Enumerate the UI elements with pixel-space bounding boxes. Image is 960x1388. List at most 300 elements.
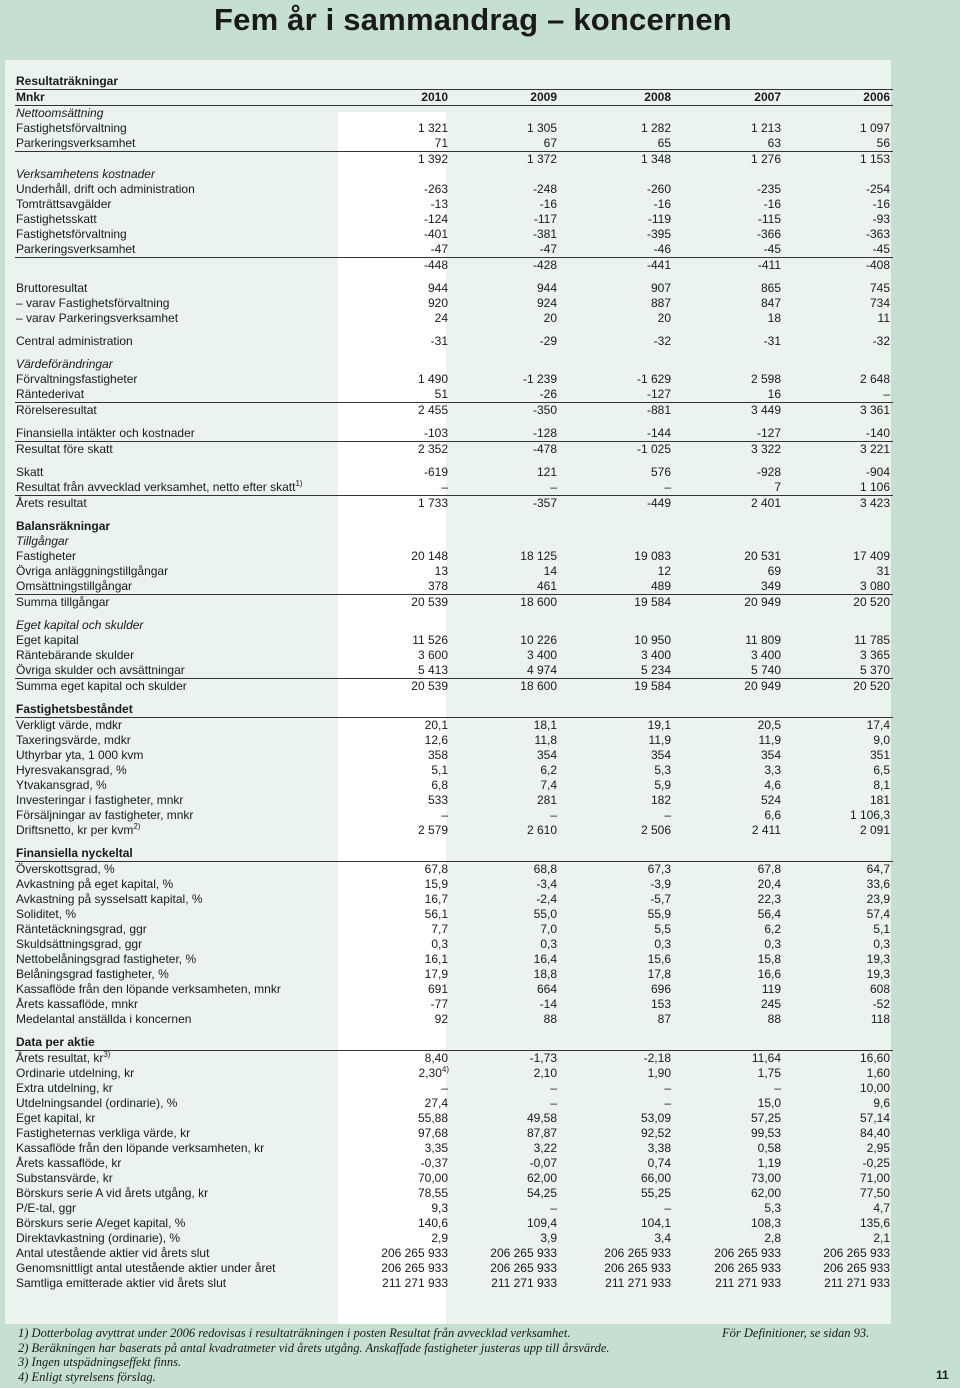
value-cell-2006 [784, 702, 893, 718]
value-text: 7,4 [540, 778, 557, 792]
summary-table-body [15, 74, 893, 1291]
value-text: -26 [539, 387, 557, 401]
value-cell-2009 [451, 952, 560, 967]
value-text: 608 [869, 982, 890, 996]
row-label [15, 1246, 355, 1261]
value-cell-2006 [784, 595, 893, 611]
row-label-text: – varav Parkeringsverksamhet [16, 311, 179, 325]
value-cell-2008 [560, 549, 674, 564]
table-row [15, 403, 893, 419]
value-cell-2009 [451, 227, 560, 242]
value-cell-2007 [674, 1246, 784, 1261]
value-cell-2010 [355, 663, 451, 679]
table-row [15, 212, 893, 227]
value-cell-2008 [560, 793, 674, 808]
row-label-text: Fastigheternas verkliga värde, kr [16, 1126, 191, 1140]
value-cell-2006 [784, 281, 893, 296]
value-cell-2007 [674, 442, 784, 458]
value-text: 211 271 933 [382, 1276, 448, 1290]
value-cell-2007 [674, 862, 784, 878]
value-text: 7,0 [540, 922, 557, 936]
value-cell-2008 [560, 718, 674, 734]
row-label-text: Årets kassaflöde, kr [16, 1156, 122, 1170]
value-cell-2007 [674, 1156, 784, 1171]
row-label-text: Övriga skulder och avsättningar [16, 663, 185, 677]
row-label [15, 311, 355, 326]
value-cell-2010 [355, 519, 451, 534]
value-text: – [550, 480, 557, 494]
value-text: 55,0 [533, 907, 557, 921]
value-cell-2009 [451, 1261, 560, 1276]
value-text: 15,9 [424, 877, 448, 891]
value-text: 12,6 [424, 733, 448, 747]
footnote-ref: 2) [133, 823, 141, 831]
value-text: 3 080 [859, 579, 890, 593]
value-cell-2009 [451, 862, 560, 878]
row-label [15, 357, 355, 372]
value-cell-2006 [784, 1111, 893, 1126]
value-text: 14 [543, 564, 557, 578]
value-cell-2008 [560, 982, 674, 997]
value-cell-2008 [560, 1261, 674, 1276]
value-cell-2008 [560, 212, 674, 227]
table-row [15, 349, 893, 357]
value-cell-2010 [355, 1012, 451, 1027]
value-text: 71,00 [859, 1171, 890, 1185]
value-text: 20 [543, 311, 557, 325]
value-text: -117 [533, 212, 557, 226]
table-row [15, 465, 893, 480]
value-text: 69 [767, 564, 781, 578]
value-cell-2010 [355, 1186, 451, 1201]
value-text: 20,5 [757, 718, 781, 732]
value-cell-2007 [674, 549, 784, 564]
value-cell-2010 [355, 793, 451, 808]
value-cell-2010 [355, 1035, 451, 1051]
value-text: 1 213 [750, 121, 781, 135]
value-cell-2008 [560, 311, 674, 326]
row-label [15, 534, 355, 549]
value-cell-2009 [451, 357, 560, 372]
row-label-text: Eget kapital och skulder [16, 618, 144, 632]
value-text: -3,4 [536, 877, 557, 891]
value-text: 354 [536, 748, 557, 762]
value-text: 182 [650, 793, 671, 807]
value-cell-2007 [674, 152, 784, 168]
table-row [15, 1096, 893, 1111]
value-text: 2 411 [751, 823, 781, 837]
row-label [15, 1261, 355, 1276]
value-cell-2008 [560, 663, 674, 679]
value-cell-2008 [560, 258, 674, 274]
value-cell-2009 [451, 372, 560, 387]
value-cell-2009 [451, 1156, 560, 1171]
value-text: -1 025 [636, 442, 671, 456]
value-text: 121 [536, 465, 557, 479]
value-text: -31 [430, 334, 448, 348]
value-cell-2009 [451, 679, 560, 695]
value-cell-2010 [355, 937, 451, 952]
spacer [15, 349, 893, 357]
value-text: 20 539 [411, 679, 448, 693]
value-cell-2010 [355, 1171, 451, 1186]
value-cell-2010 [355, 718, 451, 734]
value-cell-2008 [560, 1201, 674, 1216]
value-text: 2,9 [431, 1231, 448, 1245]
row-label-text: Tomträttsavgälder [16, 197, 112, 211]
value-text: -449 [646, 496, 671, 510]
value-text: 2 091 [859, 823, 890, 837]
value-cell-2008 [560, 465, 674, 480]
row-label [15, 296, 355, 311]
value-cell-2009 [451, 982, 560, 997]
value-text: -411 [757, 258, 781, 272]
value-cell-2007 [674, 357, 784, 372]
value-cell-2008 [560, 1216, 674, 1231]
row-label-text: Fastighetsskatt [16, 212, 97, 226]
value-cell-2008 [560, 733, 674, 748]
table-row [15, 534, 893, 549]
value-cell-2006 [784, 90, 893, 106]
value-cell-2007 [674, 106, 784, 122]
value-text: 11 [877, 311, 890, 325]
value-text: 3 221 [859, 442, 890, 456]
value-cell-2008 [560, 197, 674, 212]
value-cell-2008 [560, 1051, 674, 1067]
value-cell-2010 [355, 90, 451, 106]
row-label-text: Direktavkastning (ordinarie), % [16, 1231, 181, 1245]
value-text: 5 413 [417, 663, 448, 677]
value-cell-2007 [674, 197, 784, 212]
value-cell-2007 [674, 534, 784, 549]
value-cell-2009 [451, 1012, 560, 1027]
value-text: 19,1 [647, 718, 671, 732]
value-text: 49,58 [526, 1111, 557, 1125]
value-text: 19,3 [866, 967, 890, 981]
value-cell-2007 [674, 1186, 784, 1201]
value-cell-2009 [451, 442, 560, 458]
value-cell-2006 [784, 1012, 893, 1027]
table-row [15, 480, 893, 496]
value-cell-2010 [355, 967, 451, 982]
value-cell-2007 [674, 1066, 784, 1081]
value-cell-2006 [784, 74, 893, 90]
value-cell-2006 [784, 152, 893, 168]
value-cell-2006 [784, 679, 893, 695]
value-cell-2009 [451, 702, 560, 718]
value-text: -45 [872, 242, 890, 256]
value-cell-2007 [674, 1171, 784, 1186]
value-cell-2007 [674, 663, 784, 679]
value-cell-2008 [560, 106, 674, 122]
row-label [15, 496, 355, 512]
value-cell-2006 [784, 242, 893, 258]
value-text: -32 [872, 334, 890, 348]
table-row [15, 793, 893, 808]
value-text: -3,9 [650, 877, 671, 891]
value-cell-2006 [784, 1066, 893, 1081]
value-cell-2007 [674, 952, 784, 967]
value-text: 4,6 [764, 778, 781, 792]
value-cell-2006 [784, 357, 893, 372]
value-text: -127 [646, 387, 671, 401]
value-cell-2007 [674, 1012, 784, 1027]
value-cell-2010 [355, 595, 451, 611]
value-cell-2008 [560, 1246, 674, 1261]
row-label [15, 212, 355, 227]
value-text: 206 265 933 [823, 1261, 890, 1275]
value-cell-2010 [355, 823, 451, 838]
value-cell-2007 [674, 121, 784, 136]
value-cell-2007 [674, 74, 784, 90]
value-text: 18 125 [520, 549, 557, 563]
value-text: 2,95 [866, 1141, 890, 1155]
value-text: 5 370 [859, 663, 890, 677]
value-text: 20 539 [411, 595, 448, 609]
value-cell-2006 [784, 808, 893, 823]
value-cell-2009 [451, 1081, 560, 1096]
value-text: -395 [646, 227, 671, 241]
value-cell-2006 [784, 618, 893, 633]
value-text: 206 265 933 [604, 1246, 671, 1260]
value-text: 3 400 [640, 648, 671, 662]
value-cell-2006 [784, 1081, 893, 1096]
value-cell-2007 [674, 748, 784, 763]
value-text: 16 [767, 387, 781, 401]
value-cell-2008 [560, 387, 674, 403]
value-cell-2010 [355, 618, 451, 633]
value-text: 0,3 [540, 937, 557, 951]
value-text: 847 [760, 296, 781, 310]
value-text: 1 153 [859, 152, 890, 166]
value-cell-2007 [674, 403, 784, 419]
footnote-2: 2) Beräkningen har baserats på antal kvadratmeter vid årets utgång. Anskaffade fastigheter justeras upp till årsvärde. [18, 1340, 610, 1355]
value-text: – [664, 1081, 671, 1095]
value-text: 5,5 [654, 922, 671, 936]
row-label-text: Börskurs serie A vid årets utgång, kr [16, 1186, 209, 1200]
value-text: 2 598 [750, 372, 781, 386]
value-cell-2010 [355, 877, 451, 892]
value-cell-2007 [674, 922, 784, 937]
value-cell-2008 [560, 372, 674, 387]
value-text: 2006 [863, 90, 890, 104]
value-text: 88 [767, 1012, 781, 1026]
table-row [15, 1276, 893, 1291]
row-label-text: Fastigheter [16, 549, 77, 563]
value-text: 2 455 [417, 403, 448, 417]
table-row [15, 618, 893, 633]
table-row [15, 877, 893, 892]
value-text: 5,1 [873, 922, 890, 936]
table-row [15, 748, 893, 763]
value-cell-2007 [674, 718, 784, 734]
value-text: -408 [865, 258, 890, 272]
value-text: 1 305 [526, 121, 557, 135]
row-label-text: Ordinarie utdelning, kr [16, 1066, 135, 1080]
table-row [15, 372, 893, 387]
value-cell-2010 [355, 633, 451, 648]
value-text: – [550, 808, 557, 822]
value-text: 9,3 [431, 1201, 448, 1215]
value-text: 99,53 [750, 1126, 781, 1140]
row-label-text: Kassaflöde från den löpande verksamheten, kr [16, 1141, 265, 1155]
value-text: 19 083 [634, 549, 671, 563]
value-cell-2009 [451, 823, 560, 838]
value-cell-2007 [674, 846, 784, 862]
row-label [15, 1231, 355, 1246]
value-text: 23,9 [866, 892, 890, 906]
value-text: 5 740 [750, 663, 781, 677]
spacer [15, 457, 893, 465]
row-label-text: Skatt [16, 465, 44, 479]
value-cell-2009 [451, 549, 560, 564]
value-text: 3,9 [540, 1231, 557, 1245]
row-label [15, 982, 355, 997]
value-cell-2007 [674, 334, 784, 349]
value-cell-2007 [674, 763, 784, 778]
value-cell-2006 [784, 1261, 893, 1276]
value-cell-2008 [560, 877, 674, 892]
row-label [15, 1171, 355, 1186]
value-text: 211 271 933 [824, 1276, 890, 1290]
value-cell-2009 [451, 937, 560, 952]
table-row [15, 90, 893, 106]
row-label-text: Förvaltningsfastigheter [16, 372, 138, 386]
table-row [15, 1027, 893, 1035]
value-text: 1 372 [526, 152, 557, 166]
table-row [15, 694, 893, 702]
value-cell-2008 [560, 907, 674, 922]
value-text: -93 [872, 212, 890, 226]
value-cell-2009 [451, 907, 560, 922]
value-cell-2009 [451, 1231, 560, 1246]
value-cell-2010 [355, 167, 451, 182]
value-text: 7 [774, 480, 781, 494]
row-label [15, 1096, 355, 1111]
value-cell-2010 [355, 152, 451, 168]
value-cell-2010 [355, 334, 451, 349]
value-cell-2009 [451, 496, 560, 512]
row-label [15, 663, 355, 679]
table-row [15, 1201, 893, 1216]
value-cell-2009 [451, 579, 560, 595]
value-text: 104,1 [640, 1216, 671, 1230]
row-label [15, 892, 355, 907]
value-text: 1 282 [640, 121, 671, 135]
value-cell-2009 [451, 534, 560, 549]
value-text: 3,4 [654, 1231, 671, 1245]
table-row [15, 281, 893, 296]
value-cell-2006 [784, 763, 893, 778]
value-text: 18 600 [520, 595, 557, 609]
value-text: 92 [434, 1012, 448, 1026]
row-label [15, 937, 355, 952]
footnotes [18, 1326, 610, 1384]
value-text: 1 106 [859, 480, 890, 494]
value-text: -47 [539, 242, 557, 256]
value-cell-2010 [355, 1096, 451, 1111]
value-cell-2006 [784, 1186, 893, 1201]
value-cell-2010 [355, 733, 451, 748]
row-label-text: Underhåll, drift och administration [16, 182, 195, 196]
value-cell-2008 [560, 281, 674, 296]
value-text: 1,75 [757, 1066, 781, 1080]
table-row [15, 1012, 893, 1027]
value-cell-2007 [674, 311, 784, 326]
value-text: 78,55 [417, 1186, 448, 1200]
value-text: -16 [763, 197, 781, 211]
value-text: 10,00 [859, 1081, 890, 1095]
value-text: 67,8 [757, 862, 781, 876]
table-row [15, 334, 893, 349]
row-label [15, 152, 355, 168]
value-cell-2010 [355, 952, 451, 967]
row-label [15, 922, 355, 937]
table-row [15, 1141, 893, 1156]
value-text: 734 [869, 296, 890, 310]
table-row [15, 778, 893, 793]
row-label-text: Taxeringsvärde, mdkr [16, 733, 131, 747]
value-cell-2008 [560, 1096, 674, 1111]
spacer [15, 326, 893, 334]
value-text: 691 [427, 982, 448, 996]
value-text: -0,37 [420, 1156, 448, 1170]
value-text: 11 809 [745, 633, 781, 647]
spacer [15, 610, 893, 618]
value-cell-2006 [784, 549, 893, 564]
value-cell-2008 [560, 227, 674, 242]
value-cell-2008 [560, 1276, 674, 1291]
value-text: -881 [646, 403, 671, 417]
table-row [15, 1246, 893, 1261]
value-text: 354 [650, 748, 671, 762]
row-label [15, 1111, 355, 1126]
value-text: – [441, 1081, 448, 1095]
value-cell-2010 [355, 227, 451, 242]
value-cell-2007 [674, 426, 784, 442]
value-text: -428 [532, 258, 557, 272]
value-text: 57,25 [750, 1111, 781, 1125]
value-text: -381 [532, 227, 557, 241]
row-label [15, 242, 355, 258]
value-text: 354 [760, 748, 781, 762]
value-cell-2008 [560, 862, 674, 878]
value-text: -448 [423, 258, 448, 272]
table-row [15, 1171, 893, 1186]
value-text: 11,8 [534, 733, 557, 747]
value-text: 3 449 [750, 403, 781, 417]
value-text: 55,88 [417, 1111, 448, 1125]
footnote-1: 1) Dotterbolag avyttrat under 2006 redovisas i resultaträkningen i posten Resultat från avvecklad verksamhet. [18, 1326, 571, 1340]
row-label-text: Driftsnetto, kr per kvm [16, 823, 134, 837]
value-cell-2010 [355, 197, 451, 212]
value-cell-2006 [784, 212, 893, 227]
value-text: 1 733 [417, 496, 448, 510]
value-cell-2009 [451, 426, 560, 442]
value-text: 2009 [530, 90, 557, 104]
row-label-text: Rörelseresultat [16, 403, 97, 417]
value-text: 206 265 933 [381, 1261, 448, 1275]
value-cell-2006 [784, 372, 893, 387]
value-cell-2009 [451, 877, 560, 892]
value-text: 31 [876, 564, 890, 578]
row-label-text: Räntederivat [16, 387, 85, 401]
value-cell-2006 [784, 663, 893, 679]
value-cell-2010 [355, 496, 451, 512]
value-text: 1 276 [750, 152, 781, 166]
value-cell-2010 [355, 1201, 451, 1216]
value-cell-2007 [674, 1126, 784, 1141]
